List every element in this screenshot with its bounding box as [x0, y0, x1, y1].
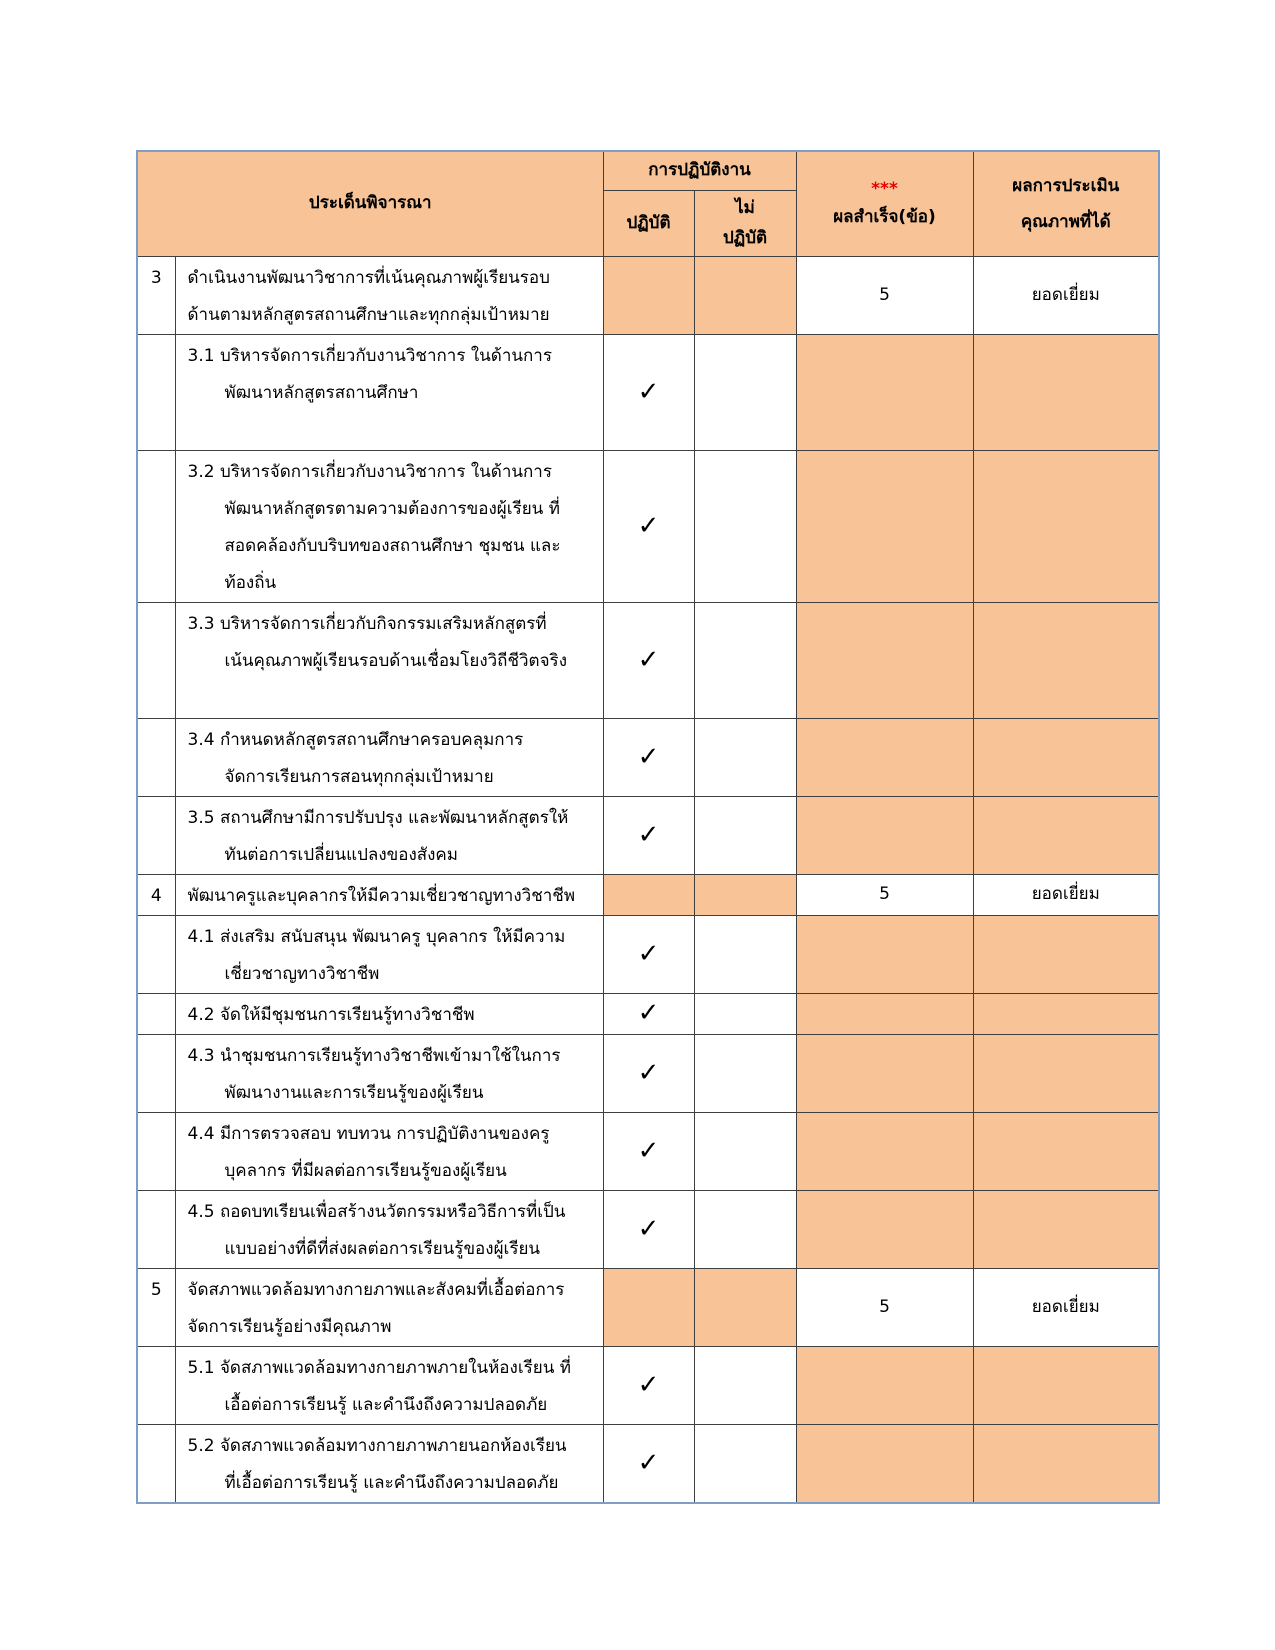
result-value: ยอดเยี่ยม	[973, 1268, 1159, 1346]
check-mark-icon: ✓	[603, 718, 694, 796]
result-cell	[973, 1034, 1159, 1112]
number-cell	[137, 1190, 175, 1268]
result-cell	[973, 334, 1159, 450]
result-value: ยอดเยี่ยม	[973, 874, 1159, 915]
result-cell	[973, 450, 1159, 602]
evaluation-table	[136, 150, 1160, 1504]
item-text: 4.3 นำชุมชนการเรียนรู้ทางวิชาชีพเข้ามาใช้ในการ พัฒนางานและการเรียนรู้ของผู้เรียน	[175, 1034, 603, 1112]
table-row	[137, 1424, 1159, 1503]
achievement-cell	[796, 1346, 973, 1424]
number-cell	[137, 718, 175, 796]
table-row	[137, 1112, 1159, 1190]
section-title: ดำเนินงานพัฒนาวิชาการที่เน้นคุณภาพผู้เรียนรอบ ด้านตามหลักสูตรสถานศึกษาและทุกกลุ่มเป้าหมาย	[175, 256, 603, 334]
practice-cell	[603, 874, 694, 915]
number-cell	[137, 1112, 175, 1190]
not-practice-cell	[694, 718, 796, 796]
item-text: 4.4 มีการตรวจสอบ ทบทวน การปฏิบัติงานของครู บุคลากร ที่มีผลต่อการเรียนรู้ของผู้เรียน	[175, 1112, 603, 1190]
table-row	[137, 334, 1159, 450]
achievement-cell	[796, 915, 973, 993]
check-mark-icon: ✓	[603, 796, 694, 874]
number-cell	[137, 1034, 175, 1112]
table-row	[137, 993, 1159, 1034]
check-mark-icon: ✓	[603, 1190, 694, 1268]
not-practice-cell	[694, 1190, 796, 1268]
achievement-cell	[796, 1190, 973, 1268]
item-text: 4.5 ถอดบทเรียนเพื่อสร้างนวัตกรรมหรือวิธีการที่เป็น แบบอย่างที่ดีที่ส่งผลต่อการเรียนรู้ของผู้เรียน	[175, 1190, 603, 1268]
header-topic: ประเด็นพิจารณา	[137, 151, 603, 256]
achievement-cell	[796, 1424, 973, 1503]
item-text: 3.5 สถานศึกษามีการปรับปรุง และพัฒนาหลักสูตรให้ ทันต่อการเปลี่ยนแปลงของสังคม	[175, 796, 603, 874]
header-achievement: *** ผลสำเร็จ(ข้อ)	[796, 151, 973, 256]
result-cell	[973, 1190, 1159, 1268]
number-cell	[137, 993, 175, 1034]
header-practice: ปฏิบัติ	[603, 190, 694, 256]
check-mark-icon: ✓	[603, 1346, 694, 1424]
achievement-cell	[796, 796, 973, 874]
table-row	[137, 256, 1159, 334]
section-title: พัฒนาครูและบุคลากรให้มีความเชี่ยวชาญทางวิชาชีพ	[175, 874, 603, 915]
not-practice-cell	[694, 796, 796, 874]
number-cell	[137, 334, 175, 450]
number-cell	[137, 915, 175, 993]
table-row	[137, 915, 1159, 993]
item-text: 4.2 จัดให้มีชุมชนการเรียนรู้ทางวิชาชีพ	[175, 993, 603, 1034]
not-practice-cell	[694, 993, 796, 1034]
item-text: 5.2 จัดสภาพแวดล้อมทางกายภาพภายนอกห้องเรียน ที่เอื้อต่อการเรียนรู้ และคำนึงถึงความปลอดภัย	[175, 1424, 603, 1503]
practice-cell	[603, 256, 694, 334]
not-practice-cell	[694, 1112, 796, 1190]
section-number: 4	[137, 874, 175, 915]
check-mark-icon: ✓	[603, 915, 694, 993]
item-text: 5.1 จัดสภาพแวดล้อมทางกายภาพภายในห้องเรียน ที่ เอื้อต่อการเรียนรู้ และคำนึงถึงความปลอดภัย	[175, 1346, 603, 1424]
not-practice-cell	[694, 1034, 796, 1112]
header-not-practice: ไม่ ปฏิบัติ	[694, 190, 796, 256]
achievement-cell	[796, 1034, 973, 1112]
achievement-cell	[796, 334, 973, 450]
result-cell	[973, 1112, 1159, 1190]
item-text: 3.4 กำหนดหลักสูตรสถานศึกษาครอบคลุมการ จัดการเรียนการสอนทุกกลุ่มเป้าหมาย	[175, 718, 603, 796]
check-mark-icon: ✓	[603, 1112, 694, 1190]
section-number: 3	[137, 256, 175, 334]
result-cell	[973, 718, 1159, 796]
header-practice-group: การปฏิบัติงาน	[603, 151, 796, 190]
not-practice-cell	[694, 450, 796, 602]
table-row	[137, 450, 1159, 602]
practice-cell	[603, 1268, 694, 1346]
result-cell	[973, 796, 1159, 874]
item-text: 3.1 บริหารจัดการเกี่ยวกับงานวิชาการ ในด้านการ พัฒนาหลักสูตรสถานศึกษา	[175, 334, 603, 450]
item-text: 3.2 บริหารจัดการเกี่ยวกับงานวิชาการ ในด้านการ พัฒนาหลักสูตรตามความต้องการของผู้เรียน ที่ สอดคล้องกับบริบทของสถานศึกษา ชุมชน และ ท้องถิ่น	[175, 450, 603, 602]
number-cell	[137, 602, 175, 718]
section-number: 5	[137, 1268, 175, 1346]
not-practice-cell	[694, 602, 796, 718]
table-row	[137, 874, 1159, 915]
number-cell	[137, 796, 175, 874]
section-title: จัดสภาพแวดล้อมทางกายภาพและสังคมที่เอื้อต่อการ จัดการเรียนรู้อย่างมีคุณภาพ	[175, 1268, 603, 1346]
table-row	[137, 1034, 1159, 1112]
achievement-value: 5	[796, 256, 973, 334]
achievement-cell	[796, 450, 973, 602]
table-row	[137, 1190, 1159, 1268]
table-row	[137, 1268, 1159, 1346]
result-cell	[973, 1424, 1159, 1503]
check-mark-icon: ✓	[603, 1424, 694, 1503]
stars-mark: ***	[871, 178, 898, 199]
table-row	[137, 602, 1159, 718]
table-row	[137, 718, 1159, 796]
number-cell	[137, 450, 175, 602]
check-mark-icon: ✓	[603, 450, 694, 602]
achievement-value: 5	[796, 874, 973, 915]
not-practice-cell	[694, 1346, 796, 1424]
achievement-value: 5	[796, 1268, 973, 1346]
check-mark-icon: ✓	[603, 334, 694, 450]
not-practice-cell	[694, 334, 796, 450]
number-cell	[137, 1424, 175, 1503]
check-mark-icon: ✓	[603, 1034, 694, 1112]
not-practice-cell	[694, 1268, 796, 1346]
result-cell	[973, 915, 1159, 993]
achievement-cell	[796, 602, 973, 718]
achievement-cell	[796, 993, 973, 1034]
achievement-cell	[796, 1112, 973, 1190]
header-result: ผลการประเมิน คุณภาพที่ได้	[973, 151, 1159, 256]
not-practice-cell	[694, 915, 796, 993]
result-cell	[973, 993, 1159, 1034]
not-practice-cell	[694, 1424, 796, 1503]
check-mark-icon: ✓	[603, 993, 694, 1034]
table-row	[137, 1346, 1159, 1424]
result-cell	[973, 1346, 1159, 1424]
not-practice-cell	[694, 256, 796, 334]
result-cell	[973, 602, 1159, 718]
result-value: ยอดเยี่ยม	[973, 256, 1159, 334]
table-row	[137, 796, 1159, 874]
item-text: 4.1 ส่งเสริม สนับสนุน พัฒนาครู บุคลากร ให้มีความ เชี่ยวชาญทางวิชาชีพ	[175, 915, 603, 993]
number-cell	[137, 1346, 175, 1424]
item-text: 3.3 บริหารจัดการเกี่ยวกับกิจกรรมเสริมหลักสูตรที่ เน้นคุณภาพผู้เรียนรอบด้านเชื่อมโยงวิถีชีวิตจริง	[175, 602, 603, 718]
not-practice-cell	[694, 874, 796, 915]
check-mark-icon: ✓	[603, 602, 694, 718]
achievement-cell	[796, 718, 973, 796]
